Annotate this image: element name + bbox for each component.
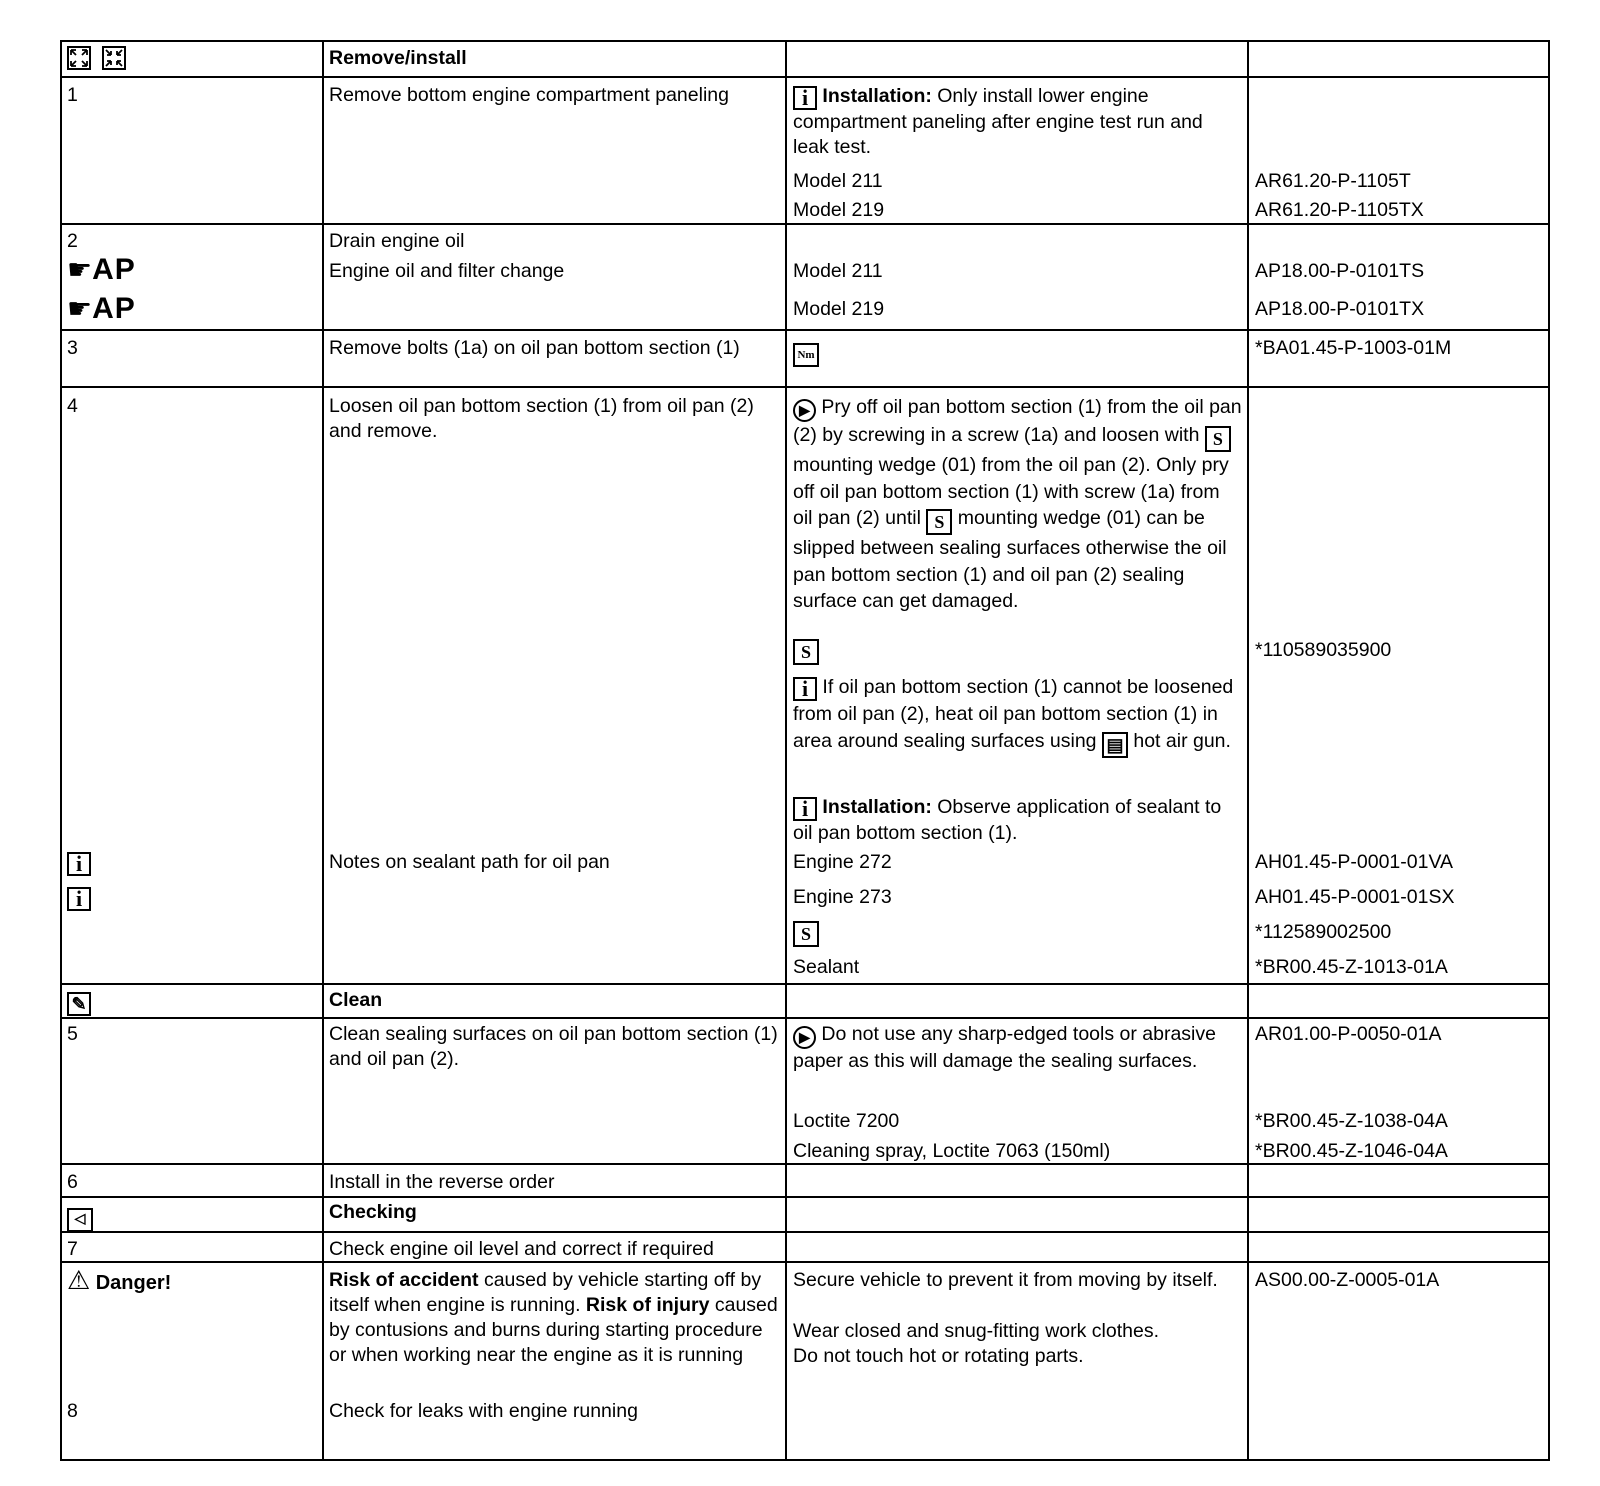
step-number: 5 [67, 1023, 78, 1045]
caution-icon: ▶ [793, 399, 816, 422]
step-action: Remove bottom engine compartment paneling [329, 84, 729, 106]
danger-measure: Do not touch hot or rotating parts. [793, 1345, 1084, 1367]
document-ref-link[interactable]: *BR00.45-Z-1046-04A [1255, 1140, 1448, 1162]
document-ref-link[interactable]: AH01.45-P-0001-01VA [1255, 851, 1454, 873]
document-ref-link[interactable]: AP18.00-P-0101TS [1255, 260, 1425, 282]
special-tool-icon: S [1205, 426, 1231, 452]
model-label: Model 211 [793, 170, 883, 192]
special-tool-icon: S [926, 509, 952, 535]
danger-measure: Wear closed and snug-fitting work clothes. [793, 1320, 1159, 1342]
model-label: Model 219 [793, 298, 885, 320]
document-ref-link[interactable]: AR61.20-P-1105TX [1255, 199, 1424, 221]
document-ref-link[interactable]: AH01.45-P-0001-01SX [1255, 886, 1455, 908]
document-ref-link[interactable]: *BR00.45-Z-1038-04A [1255, 1110, 1448, 1132]
model-label: Model 219 [793, 199, 885, 221]
danger-measure: Secure vehicle to prevent it from moving by itself. [793, 1269, 1218, 1291]
tool-number: *112589002500 [1255, 921, 1392, 943]
note-text: Only install lower engine compartment paneling after engine test run and leak test. [793, 85, 1203, 158]
special-tool-link[interactable] [793, 918, 1243, 947]
expand-arrows-icon [67, 46, 91, 70]
row-divider [62, 1231, 1548, 1233]
document-ref-link[interactable]: AR61.20-P-1105T [1255, 170, 1411, 192]
model-label: Model 211 [793, 260, 883, 282]
document-ref-link[interactable]: AP18.00-P-0101TX [1255, 298, 1425, 320]
info-icon: i [67, 885, 91, 911]
material-label: Loctite 7200 [793, 1110, 900, 1132]
danger-label: ⚠ Danger! [67, 1265, 172, 1295]
caution-icon: ▶ [793, 1026, 816, 1049]
installation-note: i Installation: Observe application of sealant to oil pan bottom section (1). [793, 796, 1222, 844]
column-divider [1247, 42, 1249, 1459]
header-icons [67, 46, 126, 73]
info-icon: i [793, 797, 817, 821]
pointing-hand-icon: ☛ [67, 293, 93, 324]
clean-icon: ✎ [67, 988, 91, 1016]
procedure-table [60, 40, 1550, 1461]
material-label: Cleaning spray, Loctite 7063 (150ml) [793, 1140, 1111, 1162]
step-action: Install in the reverse order [329, 1171, 555, 1193]
checking-icon: ◁ [67, 1201, 93, 1232]
step-action: Check engine oil level and correct if required [329, 1238, 714, 1260]
caution-note: ▶ Pry off oil pan bottom section (1) from the oil pan (2) by screwing in a screw (1a) and loosen with S mounting wedge (01) from the oil pan (2). Only pry off oil pan bottom section (1) with screw (1a) from oil pan (2) until S mounting wedge (01) can be slipped between sealing surfaces otherwise the oil pan bottom section (1) and oil pan (2) sealing surface can get damaged. [793, 396, 1242, 612]
step-action: Remove bolts (1a) on oil pan bottom section (1) [329, 337, 740, 359]
engine-label: Engine 273 [793, 886, 892, 908]
info-icon: i [793, 677, 817, 701]
step-action: Clean sealing surfaces on oil pan bottom section (1) and oil pan (2). [329, 1023, 778, 1070]
step-action: Loosen oil pan bottom section (1) from oil pan (2) and remove. [329, 395, 754, 442]
step-action: Check for leaks with engine running [329, 1400, 638, 1422]
special-tool-icon: S [793, 639, 819, 665]
row-divider [62, 1017, 1548, 1019]
step-number: 6 [67, 1171, 78, 1193]
warning-triangle-icon: ⚠ [67, 1265, 91, 1295]
tool-number: *110589035900 [1255, 639, 1392, 661]
material-label: Sealant [793, 956, 860, 978]
info-icon: i [67, 850, 91, 876]
row-divider [62, 329, 1548, 331]
row-divider [62, 76, 1548, 78]
info-icon: i [793, 86, 817, 110]
torque-value[interactable] [793, 336, 1243, 367]
step-number: 2 [67, 230, 78, 252]
row-divider [62, 223, 1548, 225]
row-divider [62, 1261, 1548, 1263]
column-divider [785, 42, 787, 1459]
section-title-remove-install: Remove/install [329, 47, 467, 69]
torque-nm-icon: Nm [793, 343, 819, 367]
document-ref-link[interactable]: *BR00.45-Z-1013-01A [1255, 956, 1448, 978]
document-ref-link[interactable]: AS00.00-Z-0005-01A [1255, 1269, 1440, 1291]
sub-action: Engine oil and filter change [329, 260, 565, 282]
document-ref-link[interactable]: AR01.00-P-0050-01A [1255, 1023, 1442, 1045]
step-number: 3 [67, 337, 78, 359]
section-title-checking: Checking [329, 1201, 417, 1223]
row-divider [62, 1196, 1548, 1198]
engine-label: Engine 272 [793, 851, 892, 873]
special-tool-icon: S [793, 921, 819, 947]
step-number: 1 [67, 84, 78, 106]
row-divider [62, 983, 1548, 985]
step-number: 7 [67, 1238, 78, 1260]
step-number: 8 [67, 1400, 78, 1422]
step-action: Drain engine oil [329, 230, 465, 252]
installation-note [793, 84, 1243, 160]
ap-reference[interactable]: ☛AP [67, 292, 136, 325]
document-ref-link[interactable]: *BA01.45-P-1003-01M [1255, 337, 1452, 359]
info-note: i If oil pan bottom section (1) cannot be loosened from oil pan (2), heat oil pan bottom section (1) in area around sealing surfaces using ▤ hot air gun. [793, 674, 1243, 758]
pointing-hand-icon: ☛ [67, 254, 93, 285]
danger-text: Risk of accident caused by vehicle starting off by itself when engine is running. Risk of injury caused by contusions and burns during starting procedure or when working near the engine as it is running [329, 1269, 778, 1366]
hot-air-gun-icon: ▤ [1102, 732, 1128, 758]
row-divider [62, 386, 1548, 388]
note-label: Installation: [822, 85, 932, 107]
caution-note: ▶ Do not use any sharp-edged tools or abrasive paper as this will damage the sealing surfaces. [793, 1023, 1216, 1072]
column-divider [322, 42, 324, 1459]
step-number: 4 [67, 395, 78, 417]
section-title-clean: Clean [329, 989, 383, 1011]
ap-reference[interactable]: ☛AP [67, 253, 136, 286]
sub-action: Notes on sealant path for oil pan [329, 851, 610, 873]
collapse-arrows-icon [102, 46, 126, 70]
special-tool-link[interactable] [793, 636, 1243, 665]
